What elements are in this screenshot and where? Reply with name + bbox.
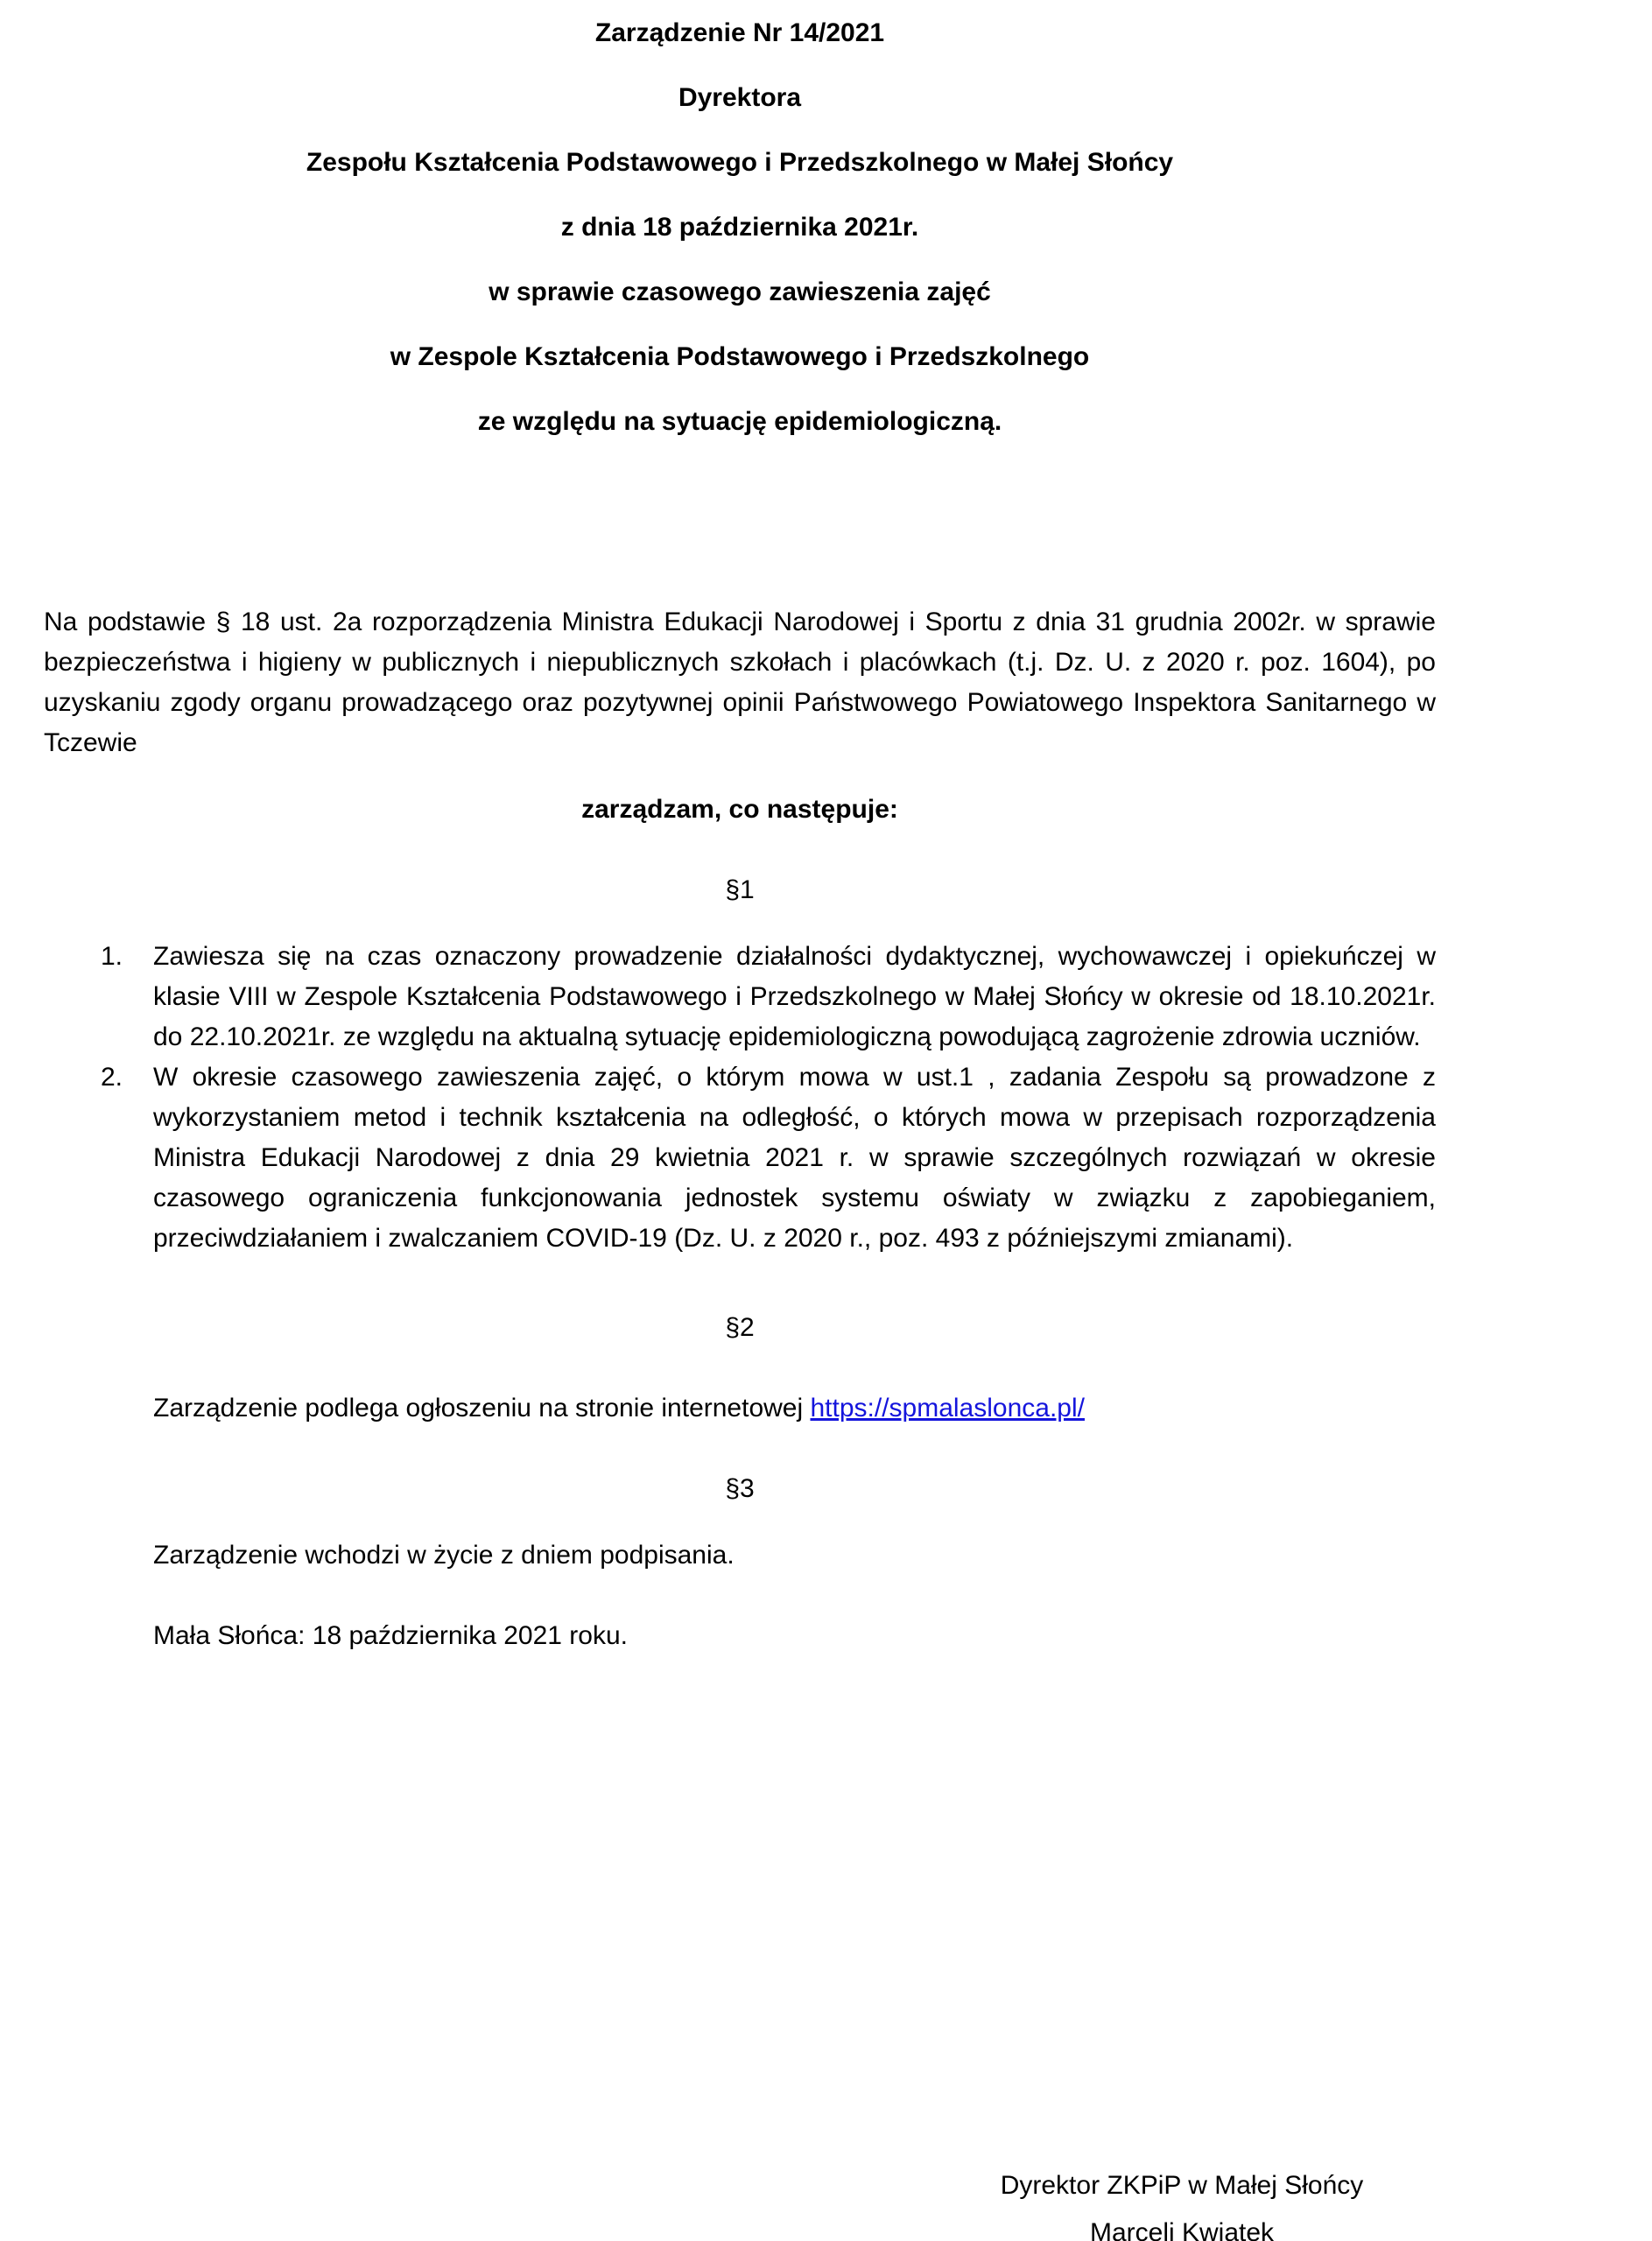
spacer	[44, 830, 1436, 870]
spacer	[44, 1509, 1436, 1535]
spacer	[44, 1576, 1436, 1616]
clause-number: 2.	[101, 1063, 123, 1092]
title-block	[44, 0, 1436, 445]
website-link[interactable]: https://spmalaslonca.pl/	[810, 1394, 1085, 1423]
clause-list	[44, 937, 1436, 1259]
entry-into-force-paragraph: Zarządzenie wchodzi w życie z dniem podpisania.	[153, 1541, 735, 1570]
spacer	[44, 910, 1436, 937]
document-body	[44, 602, 1436, 1656]
list-item	[44, 1057, 1436, 1259]
spacer	[44, 1348, 1436, 1388]
clause-text: Zawiesza się na czas oznaczony prowadzenie działalności dydaktycznej, wychowawczej i opiekuńczej w klasie VIII w Zespole Kształcenia Podstawowego i Przedszkolnego w Małej Słońcy w okresie od 18.10.2021r. do 22.10.2021r. ze względu na aktualną sytuację epidemiologiczną powodującą zagrożenie zdrowia uczniów.	[153, 942, 1436, 1051]
signatory-role: Dyrektor ZKPiP w Małej Słońcy	[1000, 2171, 1364, 2200]
enacting-clause: zarządzam, co następuje:	[581, 795, 898, 824]
document-title: Zarządzenie Nr 14/2021	[594, 18, 885, 47]
spacer	[44, 1429, 1436, 1469]
signatory-name: Marceli Kwiatek	[1089, 2218, 1275, 2241]
subject-line-3: ze względu na sytuację epidemiologiczną.	[477, 407, 1002, 436]
section-mark-3: §3	[725, 1474, 755, 1503]
list-item	[44, 937, 1436, 1057]
issue-date: z dnia 18 października 2021r.	[560, 213, 919, 242]
legal-basis-paragraph: Na podstawie § 18 ust. 2a rozporządzenia Ministra Edukacji Narodowej i Sportu z dnia 31 grudnia 2002r. w sprawie bezpieczeństwa i higieny w publicznych i niepublicznych szkołach i placówkach (t.j. Dz. U. z 2020 r. poz. 1604), po uzyskaniu zgody organu prowadzącego oraz pozytywnej opinii Państwowego Powiatowego Inspektora Sanitarnego w Tczewie	[44, 608, 1436, 757]
section-mark-2: §2	[725, 1313, 755, 1342]
subject-line-1: w sprawie czasowego zawieszenia zajęć	[489, 277, 991, 306]
section-mark-1: §1	[725, 875, 755, 904]
institution-name: Zespołu Kształcenia Podstawowego i Przedszkolnego w Małej Słońcy	[306, 148, 1174, 177]
issuer-role: Dyrektora	[678, 83, 802, 112]
publication-text: Zarządzenie podlega ogłoszeniu na stronie internetowej	[153, 1394, 811, 1423]
signature-block	[910, 2162, 1453, 2241]
subject-line-2: w Zespole Kształcenia Podstawowego i Przedszkolnego	[390, 342, 1090, 371]
clause-text: W okresie czasowego zawieszenia zajęć, o którym mowa w ust.1 , zadania Zespołu są prowadzone z wykorzystaniem metod i technik kształcenia na odległość, o których mowa w przepisach rozporządzenia Ministra Edukacji Narodowej z dnia 29 kwietnia 2021 r. w sprawie szczególnych rozwiązań w okresie czasowego ograniczenia funkcjonowania jednostek systemu oświaty w związku z zapobieganiem, przeciwdziałaniem i zwalczaniem COVID-19 (Dz. U. z 2020 r., poz. 493 z późniejszymi zmianami).	[153, 1063, 1436, 1253]
clause-number: 1.	[101, 942, 123, 971]
spacer	[44, 1259, 1436, 1308]
publication-paragraph	[153, 1388, 1436, 1429]
place-and-date: Mała Słońca: 18 października 2021 roku.	[153, 1621, 628, 1650]
spacer	[44, 763, 1436, 790]
